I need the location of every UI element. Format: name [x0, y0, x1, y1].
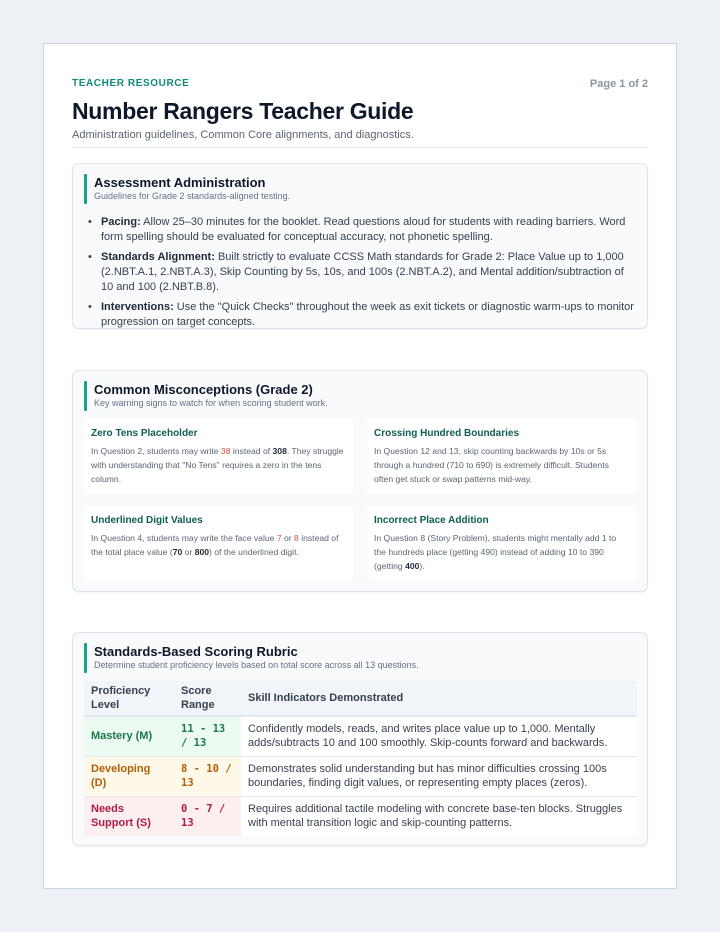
- table-row: [84, 756, 637, 796]
- misconception-hundred-boundaries: [367, 419, 637, 493]
- misconception-zero-tens: [84, 419, 354, 493]
- page-subtitle: Administration guidelines, Common Core alignments, and diagnostics.: [72, 129, 414, 141]
- rubric-card: [72, 632, 648, 846]
- skill-indicators: Requires additional tactile modeling with concrete base-ten blocks. Struggles with mental transition logic and skip-counting patterns.: [241, 796, 637, 836]
- score-range: 8 - 10 / 13: [174, 756, 241, 796]
- text-part: instead of the total place value (: [91, 533, 339, 557]
- list-item: [87, 215, 635, 245]
- text-part: . They struggle with understanding that "No Tens" requires a zero in the tens column.: [91, 446, 344, 484]
- misconception-title: Incorrect Place Addition: [374, 515, 489, 526]
- misconception-text: [91, 531, 347, 559]
- administration-subtitle: Guidelines for Grade 2 standards-aligned testing.: [94, 191, 291, 201]
- misconception-place-addition: [367, 506, 637, 580]
- table-header-row: [84, 681, 637, 716]
- rubric-subtitle: Determine student proficiency levels based on total score across all 13 questions.: [94, 660, 419, 670]
- column-header: Skill Indicators Demonstrated: [241, 681, 637, 716]
- misconception-text: [374, 531, 630, 573]
- skill-indicators: Confidently models, reads, and writes place value up to 1,000. Mentally adds/subtracts 10 and 100 smoothly. Skip-counts forward and backwards.: [241, 716, 637, 756]
- skill-indicators: Demonstrates solid understanding but has minor difficulties crossing 100s boundaries, finding digit values, or representing empty places (zeros).: [241, 756, 637, 796]
- misconceptions-heading: [84, 381, 636, 408]
- score-range: 11 - 13 / 13: [174, 716, 241, 756]
- item-text: Use the "Quick Checks" throughout the week as exit tickets or diagnostic warm-ups to monitor progression on target concepts.: [101, 301, 634, 328]
- administration-heading: [84, 174, 636, 201]
- misconception-underlined-digit: [84, 506, 354, 580]
- table-row: [84, 716, 637, 756]
- misconceptions-title: Common Misconceptions (Grade 2): [94, 382, 313, 397]
- misconception-title: Zero Tens Placeholder: [91, 428, 198, 439]
- administration-title: Assessment Administration: [94, 175, 266, 190]
- column-header: Score Range: [174, 681, 241, 716]
- rubric-heading: [84, 643, 636, 670]
- proficiency-level: Developing (D): [84, 756, 174, 796]
- misconception-text: In Question 12 and 13, skip counting backwards by 10s or 5s through a hundred (710 to 690) is extremely difficult. Students often get stuck or swap patterns mid-way.: [374, 446, 609, 484]
- text-part: or: [281, 533, 295, 543]
- misconception-text: [91, 444, 347, 486]
- wrong-value: 38: [220, 446, 231, 456]
- misconception-title: Underlined Digit Values: [91, 515, 203, 526]
- page-indicator: Page 1 of 2: [589, 78, 648, 90]
- list-item: [87, 300, 635, 330]
- item-label: Standards Alignment:: [101, 251, 215, 263]
- eyebrow-label: TEACHER RESOURCE: [72, 78, 190, 89]
- text-part: In Question 2, students may write: [91, 446, 221, 456]
- text-part: ) of the underlined digit.: [209, 547, 299, 557]
- text-part: instead of: [230, 446, 273, 456]
- column-header: Proficiency Level: [84, 681, 174, 716]
- text-part: or: [182, 547, 195, 557]
- table-row: [84, 796, 637, 836]
- rubric-title: Standards-Based Scoring Rubric: [94, 644, 298, 659]
- rubric-table: [84, 681, 637, 836]
- correct-value: 308: [272, 446, 287, 456]
- item-text: Built strictly to evaluate CCSS Math standards for Grade 2: Place Value up to 1,000 (2.NBT.A.1, 2.NBT.A.3), Skip Counting by 5s, 10s, and 100s (2.NBT.A.2), and Mental addition/subtraction of 10 and 100 (2.NBT.B.8).: [101, 251, 624, 293]
- administration-card: [72, 163, 648, 329]
- item-label: Pacing:: [101, 216, 141, 228]
- administration-list: [87, 215, 635, 330]
- list-item: [87, 250, 635, 295]
- proficiency-level: Mastery (M): [84, 716, 174, 756]
- misconceptions-card: [72, 370, 648, 592]
- text-part: ).: [419, 561, 425, 571]
- header-divider: [72, 147, 648, 148]
- score-range: 0 - 7 / 13: [174, 796, 241, 836]
- item-text: Allow 25–30 minutes for the booklet. Read questions aloud for students with reading barriers. Word form spelling should be evaluated for conceptual accuracy, not phonetic spelling.: [101, 216, 626, 243]
- misconception-title: Crossing Hundred Boundaries: [374, 428, 520, 439]
- item-label: Interventions:: [101, 301, 174, 313]
- correct-value: 400: [405, 561, 420, 571]
- correct-value: 70: [172, 547, 183, 557]
- document-page: [43, 43, 677, 889]
- wrong-value: 8: [294, 533, 299, 543]
- misconceptions-subtitle: Key warning signs to watch for when scoring student work.: [94, 398, 328, 408]
- wrong-value: 7: [276, 533, 282, 543]
- text-part: In Question 4, students may write the face value: [91, 533, 277, 543]
- page-title: Number Rangers Teacher Guide: [72, 98, 414, 124]
- correct-value: 800: [194, 547, 210, 557]
- text-part: In Question 8 (Story Problem), students might mentally add 1 to the hundreds place (getting 490) instead of adding 10 to 390 (getting: [374, 533, 617, 571]
- page-header: [72, 78, 648, 141]
- proficiency-level: Needs Support (S): [84, 796, 174, 836]
